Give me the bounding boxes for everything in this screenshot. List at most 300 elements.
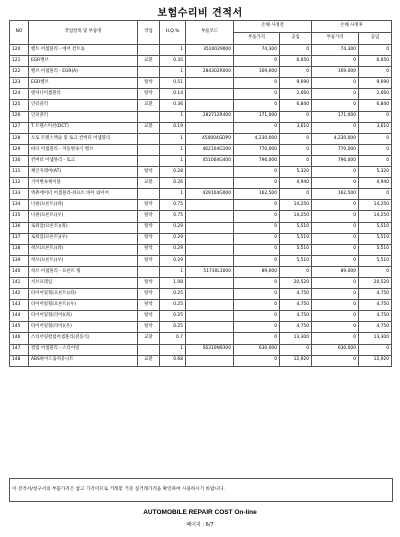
row-item: 너클(프론트)(우) xyxy=(29,211,138,222)
row-work: 탈착 xyxy=(138,167,160,178)
row-before-part-price: 0 xyxy=(234,222,280,233)
row-before-part-price: 0 xyxy=(234,200,280,211)
row-hq: 0.29 xyxy=(160,244,186,255)
row-no: 127 xyxy=(10,122,29,133)
row-no: 130 xyxy=(10,155,29,166)
row-work: 탈착 xyxy=(138,78,160,89)
row-code xyxy=(186,122,234,133)
row-before-part-price: 0 xyxy=(234,355,280,366)
table-row xyxy=(10,289,392,300)
row-after-part-price: 0 xyxy=(312,333,359,344)
row-after-labor: 4,750 xyxy=(359,322,392,333)
row-after-part-price: 0 xyxy=(312,255,359,266)
row-no: 123 xyxy=(10,78,29,89)
row-no: 136 xyxy=(10,222,29,233)
row-before-part-price: 171,000 xyxy=(234,111,280,122)
row-no: 137 xyxy=(10,233,29,244)
table-row xyxy=(10,355,392,366)
row-code xyxy=(186,78,234,89)
table-row xyxy=(10,333,392,344)
row-code: 56310N9300 xyxy=(186,344,234,355)
row-item: 허브 어셈블리 - 프론트 휠 xyxy=(29,266,138,277)
row-after-part-price: 4,230,000 xyxy=(312,133,359,144)
row-no: 132 xyxy=(10,178,29,189)
header-work: 작업 xyxy=(138,21,160,45)
row-hq: 0.36 xyxy=(160,100,186,111)
table-row xyxy=(10,244,392,255)
row-work: 교환 xyxy=(138,355,160,366)
row-no: 145 xyxy=(10,322,29,333)
table-row xyxy=(10,67,392,78)
row-no: 121 xyxy=(10,56,29,67)
row-work: 탈착 xyxy=(138,255,160,266)
row-hq: 1 xyxy=(160,189,186,200)
header-before-labor: 공임 xyxy=(280,33,312,45)
row-code xyxy=(186,289,234,300)
row-before-part-price: 0 xyxy=(234,89,280,100)
row-no: 141 xyxy=(10,277,29,288)
row-work: 탈착 xyxy=(138,233,160,244)
row-hq: 1 xyxy=(160,45,186,56)
row-after-labor: 5,510 xyxy=(359,233,392,244)
row-hq: 1 xyxy=(160,133,186,144)
row-no: 120 xyxy=(10,45,29,56)
row-item: EGR벨브 xyxy=(29,56,138,67)
row-item: 스티어링칼럼어셈블리(전동식) xyxy=(29,333,138,344)
row-before-labor: 0 xyxy=(280,189,312,200)
estimate-table xyxy=(9,20,392,367)
row-before-labor: 0 xyxy=(280,111,312,122)
row-code: 462104G100 xyxy=(186,144,234,155)
row-before-labor: 0 xyxy=(280,144,312,155)
row-work: 탈착 xyxy=(138,277,160,288)
row-before-part-price: 74,300 xyxy=(234,45,280,56)
row-before-labor: 0 xyxy=(280,67,312,78)
row-before-part-price: 770,000 xyxy=(234,144,280,155)
row-after-labor: 12,920 xyxy=(359,355,392,366)
row-no: 134 xyxy=(10,200,29,211)
row-before-labor: 20,520 xyxy=(280,277,312,288)
row-item: 기어변속케이블 xyxy=(29,178,138,189)
row-after-labor: 6,650 xyxy=(359,56,392,67)
row-after-labor: 4,750 xyxy=(359,311,392,322)
row-after-part-price: 796,000 xyxy=(312,155,359,166)
row-before-part-price: 630,000 xyxy=(234,344,280,355)
row-work xyxy=(138,344,160,355)
row-work: 탈착 xyxy=(138,300,160,311)
row-after-part-price: 0 xyxy=(312,322,359,333)
row-before-labor: 4,750 xyxy=(280,311,312,322)
price-notice: 이 견적서/청구서의 부품가격은 참고 가격이므로 거래맞 거준 실거래가격을 확인하여 사용하시기 바랍니다. xyxy=(9,478,393,502)
row-after-part-price: 0 xyxy=(312,233,359,244)
row-code xyxy=(186,89,234,100)
document-title: 보험수리비 견적서 xyxy=(157,8,243,19)
row-code xyxy=(186,300,234,311)
row-after-part-price: 169,000 xyxy=(312,67,359,78)
row-before-labor: 2,660 xyxy=(280,89,312,100)
row-no: 122 xyxy=(10,67,29,78)
table-row xyxy=(10,89,392,100)
row-no: 147 xyxy=(10,344,29,355)
row-after-labor: 0 xyxy=(359,133,392,144)
row-item: ABS하이드롤릭유니트 xyxy=(29,355,138,366)
footer-brand: AUTOMOBILE REPAIR COST On-line xyxy=(143,509,257,516)
row-before-part-price: 0 xyxy=(234,277,280,288)
row-after-part-price: 0 xyxy=(312,300,359,311)
row-work: 교환 xyxy=(138,122,160,133)
row-before-labor: 5,510 xyxy=(280,222,312,233)
row-after-part-price: 0 xyxy=(312,222,359,233)
row-after-labor: 4,750 xyxy=(359,289,392,300)
table-row xyxy=(10,266,392,277)
row-before-part-price: 0 xyxy=(234,322,280,333)
row-before-labor: 4,750 xyxy=(280,300,312,311)
row-before-part-price: 0 xyxy=(234,233,280,244)
header-after-group: 손해 사정후 xyxy=(312,21,392,33)
row-no: 148 xyxy=(10,355,29,366)
row-item: 체인지레버(AT) xyxy=(29,167,138,178)
row-item: 서브프레임 xyxy=(29,277,138,288)
row-after-part-price: 0 xyxy=(312,100,359,111)
row-work xyxy=(138,111,160,122)
row-item: 벨트 어셈블리 - 에어 컨트롤 xyxy=(29,45,138,56)
row-before-labor: 5,510 xyxy=(280,233,312,244)
row-hq: 0.29 xyxy=(160,222,186,233)
row-no: 129 xyxy=(10,144,29,155)
row-work: 교환 xyxy=(138,333,160,344)
row-work xyxy=(138,67,160,78)
table-row xyxy=(10,56,392,67)
row-item: 로워암(프론트)(좌) xyxy=(29,222,138,233)
row-after-labor: 0 xyxy=(359,266,392,277)
row-work: 교환 xyxy=(138,100,160,111)
row-item: 인터쿨러 xyxy=(29,111,138,122)
row-before-part-price: 169,000 xyxy=(234,67,280,78)
row-work xyxy=(138,133,160,144)
row-hq: 0.28 xyxy=(160,167,186,178)
table-row xyxy=(10,277,392,288)
table-row xyxy=(10,178,392,189)
row-code xyxy=(186,322,234,333)
row-hq: 0.26 xyxy=(160,178,186,189)
row-after-labor: 9,690 xyxy=(359,78,392,89)
row-hq: 0.51 xyxy=(160,78,186,89)
row-after-labor: 5,510 xyxy=(359,244,392,255)
row-code xyxy=(186,56,234,67)
row-before-part-price: 0 xyxy=(234,100,280,111)
row-before-part-price: 4,230,000 xyxy=(234,133,280,144)
row-code xyxy=(186,311,234,322)
row-work: 탈착 xyxy=(138,211,160,222)
row-after-labor: 0 xyxy=(359,111,392,122)
row-before-labor: 0 xyxy=(280,266,312,277)
page-number: 페이지 : 6/7 xyxy=(186,522,214,528)
row-after-part-price: 0 xyxy=(312,122,359,133)
row-item: 오토 트랜스액슬 및 토크 컨버터 어셈블리 xyxy=(29,133,138,144)
row-hq: 1 xyxy=(160,111,186,122)
row-no: 133 xyxy=(10,189,29,200)
row-before-labor: 12,920 xyxy=(280,355,312,366)
row-item: 액츄에이터 어셈블리-쉬프트 바이 와이어 xyxy=(29,189,138,200)
row-hq: 1 xyxy=(160,344,186,355)
row-hq: 0.7 xyxy=(160,333,186,344)
row-hq: 0.25 xyxy=(160,311,186,322)
row-no: 146 xyxy=(10,333,29,344)
table-row xyxy=(10,200,392,211)
row-code: 282712R400 xyxy=(186,111,234,122)
row-after-labor: 13,300 xyxy=(359,333,392,344)
row-no: 125 xyxy=(10,100,29,111)
row-item: 너클(프론트)(좌) xyxy=(29,200,138,211)
row-before-labor: 4,940 xyxy=(280,178,312,189)
table-row xyxy=(10,211,392,222)
row-item: 컬럼 어셈블리 - 스티어링 xyxy=(29,344,138,355)
row-before-labor: 13,300 xyxy=(280,333,312,344)
row-code: 51730L1000 xyxy=(186,266,234,277)
row-after-part-price: 0 xyxy=(312,355,359,366)
row-work xyxy=(138,155,160,166)
row-work xyxy=(138,189,160,200)
row-before-part-price: 0 xyxy=(234,244,280,255)
row-hq: 1 xyxy=(160,67,186,78)
row-before-labor: 0 xyxy=(280,45,312,56)
row-before-part-price: 89,000 xyxy=(234,266,280,277)
table-row xyxy=(10,311,392,322)
table-row xyxy=(10,111,392,122)
row-after-labor: 4,750 xyxy=(359,300,392,311)
row-work: 탈착 xyxy=(138,289,160,300)
row-after-part-price: 630,000 xyxy=(312,344,359,355)
row-item: 인터쿨러 xyxy=(29,100,138,111)
row-no: 143 xyxy=(10,300,29,311)
row-before-labor: 0 xyxy=(280,155,312,166)
row-hq: 0.29 xyxy=(160,255,186,266)
row-before-labor: 0 xyxy=(280,133,312,144)
row-after-part-price: 171,000 xyxy=(312,111,359,122)
row-after-labor: 3,610 xyxy=(359,122,392,133)
header-item: 작업항목 및 부품명 xyxy=(29,21,138,45)
row-item: 벨브 어셈블리 - EGR(A) xyxy=(29,67,138,78)
row-item: 텐셔너어셈블리 xyxy=(29,89,138,100)
row-before-labor: 6,650 xyxy=(280,56,312,67)
row-after-part-price: 0 xyxy=(312,89,359,100)
row-no: 124 xyxy=(10,89,29,100)
row-hq: 0.19 xyxy=(160,122,186,133)
row-work xyxy=(138,266,160,277)
row-after-labor: 14,250 xyxy=(359,200,392,211)
table-body xyxy=(10,45,392,367)
header-after-part-price: 부품가격 xyxy=(312,33,359,45)
row-hq: 0.25 xyxy=(160,289,186,300)
row-no: 142 xyxy=(10,289,29,300)
row-hq: 0.14 xyxy=(160,89,186,100)
row-after-labor: 0 xyxy=(359,344,392,355)
row-after-labor: 0 xyxy=(359,189,392,200)
table-row xyxy=(10,100,392,111)
row-after-labor: 4,940 xyxy=(359,178,392,189)
table-row xyxy=(10,167,392,178)
row-code xyxy=(186,255,234,266)
row-hq: 0.25 xyxy=(160,322,186,333)
row-before-part-price: 0 xyxy=(234,311,280,322)
row-code xyxy=(186,100,234,111)
row-hq: 1 xyxy=(160,144,186,155)
row-before-part-price: 0 xyxy=(234,78,280,89)
row-after-part-price: 0 xyxy=(312,167,359,178)
row-before-labor: 5,320 xyxy=(280,167,312,178)
row-before-part-price: 0 xyxy=(234,122,280,133)
row-hq: 0.75 xyxy=(160,211,186,222)
row-after-labor: 5,510 xyxy=(359,222,392,233)
row-before-labor: 14,250 xyxy=(280,211,312,222)
row-after-labor: 0 xyxy=(359,155,392,166)
row-no: 135 xyxy=(10,211,29,222)
row-after-part-price: 74,300 xyxy=(312,45,359,56)
row-before-part-price: 0 xyxy=(234,289,280,300)
row-work xyxy=(138,144,160,155)
row-before-part-price: 0 xyxy=(234,255,280,266)
row-after-part-price: 770,000 xyxy=(312,144,359,155)
row-no: 139 xyxy=(10,255,29,266)
row-code: 450004GDP0 xyxy=(186,133,234,144)
row-before-part-price: 0 xyxy=(234,56,280,67)
row-before-part-price: 796,000 xyxy=(234,155,280,166)
row-code xyxy=(186,200,234,211)
row-before-labor: 3,610 xyxy=(280,122,312,133)
row-hq: 1 xyxy=(160,155,186,166)
row-item: 타이어및휠(리어)(우) xyxy=(29,322,138,333)
row-before-labor: 14,250 xyxy=(280,200,312,211)
table-row xyxy=(10,344,392,355)
row-after-part-price: 0 xyxy=(312,56,359,67)
row-work: 탈착 xyxy=(138,222,160,233)
row-code xyxy=(186,178,234,189)
table-row xyxy=(10,300,392,311)
table-row xyxy=(10,322,392,333)
table-row xyxy=(10,144,392,155)
row-before-labor: 4,750 xyxy=(280,322,312,333)
row-before-part-price: 0 xyxy=(234,167,280,178)
row-hq: 0.35 xyxy=(160,56,186,67)
row-no: 138 xyxy=(10,244,29,255)
row-after-labor: 5,510 xyxy=(359,255,392,266)
row-after-part-price: 0 xyxy=(312,277,359,288)
row-code xyxy=(186,233,234,244)
row-after-part-price: 0 xyxy=(312,311,359,322)
row-before-part-price: 0 xyxy=(234,211,280,222)
row-work xyxy=(138,45,160,56)
table-row xyxy=(10,45,392,56)
row-code: 451004G400 xyxy=(186,155,234,166)
row-after-part-price: 0 xyxy=(312,211,359,222)
row-hq: 0.75 xyxy=(160,200,186,211)
row-before-labor: 5,510 xyxy=(280,244,312,255)
row-no: 140 xyxy=(10,266,29,277)
row-before-part-price: 162,500 xyxy=(234,189,280,200)
row-before-labor: 4,750 xyxy=(280,289,312,300)
row-code xyxy=(186,167,234,178)
row-hq: 0.68 xyxy=(160,355,186,366)
row-after-part-price: 0 xyxy=(312,178,359,189)
table-row xyxy=(10,155,392,166)
row-item: 로워암(프론트)(우) xyxy=(29,233,138,244)
table-row xyxy=(10,133,392,144)
table-header xyxy=(10,21,392,45)
row-code xyxy=(186,244,234,255)
row-after-labor: 6,840 xyxy=(359,100,392,111)
row-work: 탈착 xyxy=(138,244,160,255)
row-after-part-price: 162,500 xyxy=(312,189,359,200)
row-after-part-price: 0 xyxy=(312,289,359,300)
row-item: 타이어및휠(프론트)(우) xyxy=(29,300,138,311)
row-before-part-price: 0 xyxy=(234,333,280,344)
header-hq: H.Q.% xyxy=(160,21,186,45)
header-no: NO xyxy=(10,21,29,45)
row-item: 타이어및휠(프론트)(좌) xyxy=(29,289,138,300)
table-row xyxy=(10,255,392,266)
row-hq: 1 xyxy=(160,266,186,277)
row-before-part-price: 0 xyxy=(234,178,280,189)
row-code xyxy=(186,277,234,288)
row-no: 128 xyxy=(10,133,29,144)
row-after-labor: 14,250 xyxy=(359,211,392,222)
row-work: 탈착 xyxy=(138,311,160,322)
row-work: 탈착 xyxy=(138,322,160,333)
row-work: 탈착 xyxy=(138,89,160,100)
table-row xyxy=(10,222,392,233)
row-before-labor: 6,840 xyxy=(280,100,312,111)
row-after-labor: 0 xyxy=(359,45,392,56)
header-code: 부품코드 xyxy=(186,21,234,45)
row-item: 컨버터 어셈블리 - 토크 xyxy=(29,155,138,166)
row-item: 바디 어셈블리 - 자동변속기 밸브 xyxy=(29,144,138,155)
row-code xyxy=(186,355,234,366)
row-after-part-price: 0 xyxy=(312,244,359,255)
row-item: 허브(프론트)(좌) xyxy=(29,244,138,255)
row-before-labor: 0 xyxy=(280,344,312,355)
row-hq: 0.25 xyxy=(160,300,186,311)
row-work: 교환 xyxy=(138,178,160,189)
row-code: 429104G000 xyxy=(186,189,234,200)
row-work: 교환 xyxy=(138,56,160,67)
row-item: 허브(프론트)(우) xyxy=(29,255,138,266)
row-code: 3510029000 xyxy=(186,45,234,56)
row-no: 144 xyxy=(10,311,29,322)
row-code: 284302R000 xyxy=(186,67,234,78)
row-hq: 0.29 xyxy=(160,233,186,244)
row-item: EGR벨브 xyxy=(29,78,138,89)
row-hq: 1.08 xyxy=(160,277,186,288)
table-row xyxy=(10,233,392,244)
row-after-part-price: 89,000 xyxy=(312,266,359,277)
table-row xyxy=(10,78,392,89)
row-before-labor: 5,510 xyxy=(280,255,312,266)
row-no: 126 xyxy=(10,111,29,122)
row-before-part-price: 0 xyxy=(234,300,280,311)
header-after-labor: 공임 xyxy=(359,33,392,45)
row-after-part-price: 0 xyxy=(312,200,359,211)
row-code xyxy=(186,222,234,233)
row-before-labor: 9,690 xyxy=(280,78,312,89)
header-before-group: 손해 사정전 xyxy=(234,21,312,33)
row-after-labor: 2,660 xyxy=(359,89,392,100)
table-row xyxy=(10,122,392,133)
row-no: 131 xyxy=(10,167,29,178)
row-item: 타이어및휠(리어)(좌) xyxy=(29,311,138,322)
row-item: T 트랜스미션(DCT) xyxy=(29,122,138,133)
row-after-labor: 0 xyxy=(359,144,392,155)
row-code xyxy=(186,333,234,344)
